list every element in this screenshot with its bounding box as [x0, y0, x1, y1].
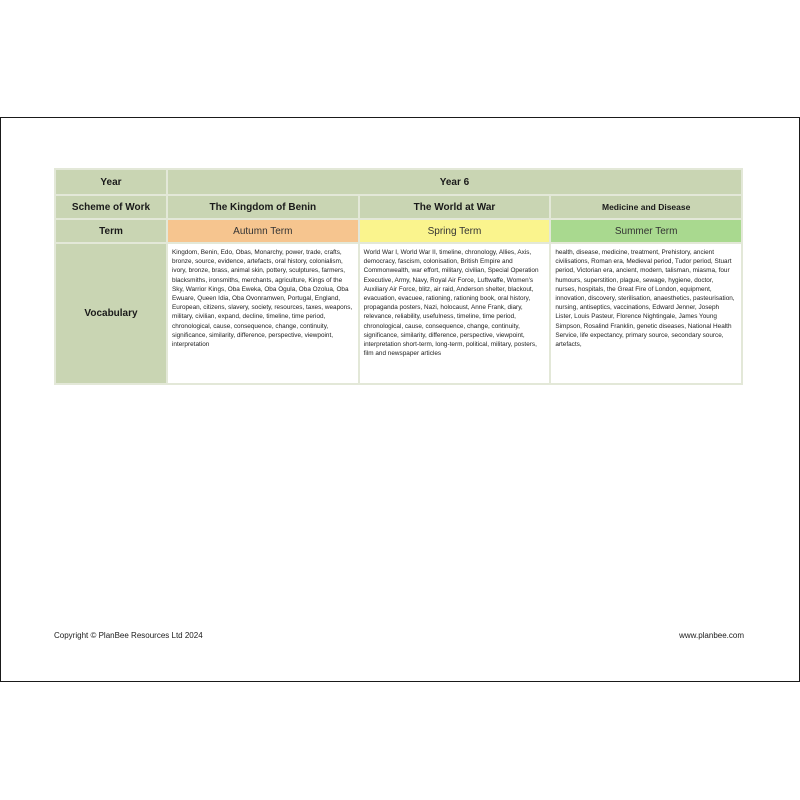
term-autumn: Autumn Term: [168, 220, 358, 242]
document-page: [0, 117, 800, 682]
copyright-text: Copyright © PlanBee Resources Ltd 2024: [54, 631, 203, 640]
vocabulary-benin: Kingdom, Benin, Edo, Obas, Monarchy, power, trade, crafts, bronze, source, evidence, artefacts, oral history, colonialism, ivory, bronze, brass, animal skin, pottery, sculptures, farmers, blacksmiths, ironsmiths, merchants, agriculture, Kings of the Sky, Warrior Kings, Oba Eweka, Oba Ogula, Oba Ozolua, Oba Ewuare, Queen Idia, Oba Ovonramwen, Portugal, England, European, citizens, slavery, society, resources, taxes, weapons, military, civilian, expand, decline, timeline, time period, chronological, cause, consequence, change, continuity, significance, similarity, difference, perspective, viewpoint, interpretation: [168, 244, 358, 383]
term-label: Term: [56, 220, 166, 242]
scheme-label: Scheme of Work: [56, 196, 166, 218]
year-row: [56, 170, 741, 194]
term-summer: Summer Term: [551, 220, 741, 242]
term-spring: Spring Term: [360, 220, 550, 242]
history-overview-table: [54, 168, 743, 385]
term-row: [56, 220, 741, 242]
vocabulary-row: [56, 244, 741, 383]
scheme-benin: The Kingdom of Benin: [168, 196, 358, 218]
vocabulary-medicine: health, disease, medicine, treatment, Prehistory, ancient civilisations, Roman era, Medieval period, Tudor period, Stuart period, Victorian era, ancient, modern, talisman, miasma, four humours, superstition, plague, sewage, hygiene, doctor, nurses, hospitals, the Great Fire of London, equipment, innovation, discovery, sterilisation, anaesthetics, pasteurisation, nursing, antiseptics, vaccinations, Edward Jenner, Joseph Lister, Louis Pasteur, Florence Nightingale, James Young Simpson, Rosalind Franklin, genetic diseases, National Health Service, life expectancy, primary source, secondary source, artefacts,: [551, 244, 741, 383]
year-value: Year 6: [168, 170, 741, 194]
scheme-row: [56, 196, 741, 218]
scheme-medicine: Medicine and Disease: [551, 196, 741, 218]
vocabulary-label: Vocabulary: [56, 244, 166, 383]
year-label: Year: [56, 170, 166, 194]
vocabulary-world-at-war: World War I, World War II, timeline, chronology, Allies, Axis, democracy, fascism, colonisation, British Empire and Commonwealth, war effort, military, civilian, Special Operation Executive, Army, Navy, Royal Air Force, Luftwaffe, Women's Auxiliary Air Force, blitz, air raid, Anderson shelter, blackout, evacuation, evacuee, rationing, rationing book, oral history, propaganda posters, Nazi, holocaust, Anne Frank, diary, relevance, reliability, usefulness, timeline, time period, chronological, cause, consequence, change, continuity, significance, similarity, difference, perspective, viewpoint, interpretation short-term, long-term, political, military, posters, film and newspaper articles: [360, 244, 550, 383]
website-link[interactable]: www.planbee.com: [679, 631, 744, 640]
scheme-world-at-war: The World at War: [360, 196, 550, 218]
